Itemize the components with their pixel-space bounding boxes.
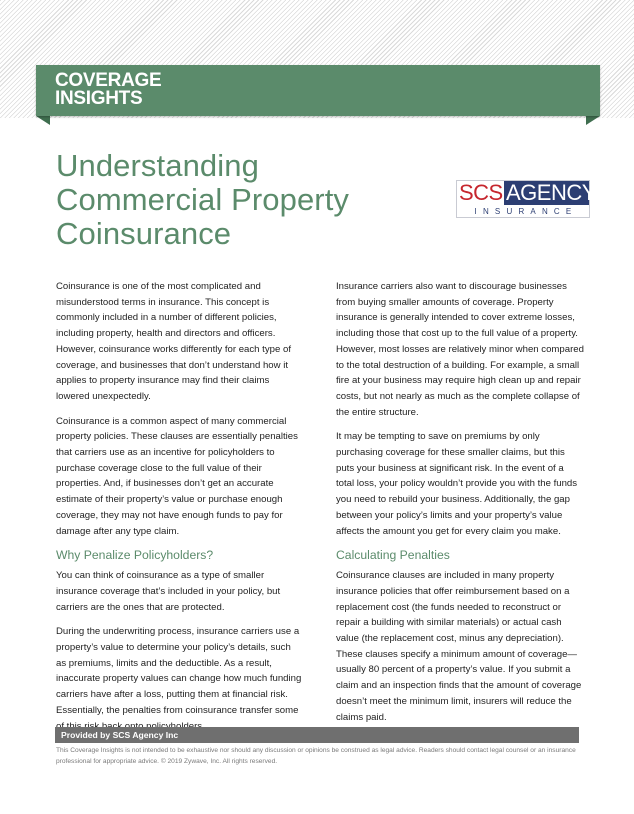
title-line-3: Coinsurance [56,216,232,251]
legal-disclaimer: This Coverage Insights is not intended to be exhaustive nor should any discussion or opinions be construed as legal advice. Readers should contact legal counsel or an insurance professional for appropriate advice. © 2019 Zywave, Inc. All rights reserved. [56,747,576,765]
section-heading: Calculating Penalties [336,548,450,563]
paragraph: Coinsurance clauses are included in many property insurance policies that offer reimbursement based on a replacement cost (the funds needed to reconstruct or repair a building with similar materials) or actual cash value (the replacement cost, minus any depreciation). These clauses specify a minimum amount of coverage—usually 80 percent of a property’s value. If you submit a claim and an inspection finds that the amount of coverage doesn’t meet the minimum limit, insurers will reduce the claims paid. [336,570,582,723]
logo-agency-text: AGENCY [506,180,596,205]
paragraph: Coinsurance is a common aspect of many commercial property policies. These clauses are essentially penalties that carriers use as an incentive for policyholders to purchase coverage close to the full value of their properties. And, if businesses don’t get an accurate estimate of their property’s value or purchase enough coverage, they may not have enough funds to pay for damage after any type claim. [56,415,298,537]
scs-agency-logo [456,180,596,218]
banner-line-1: COVERAGE [55,70,162,91]
page-title [56,149,436,251]
banner-line-2: INSIGHTS [55,88,143,109]
provided-by-bar: Provided by SCS Agency Inc [55,727,579,743]
banner-fold-left [36,116,50,125]
banner-title [55,72,161,108]
left-column [56,279,302,743]
section-heading: Why Penalize Policyholders? [56,548,214,563]
paragraph: It may be tempting to save on premiums by only purchasing coverage for these smaller claims, but this puts your business at significant risk. In the event of a total loss, your policy wouldn’t provide you with the funds you need to rebuild your business. Additionally, the gap between your policy’s limits and your property’s value affects the amount you get for every claim you make. [336,431,578,537]
title-line-2: Commercial Property [56,182,350,217]
logo-subtitle: INSURANCE [474,207,578,216]
banner-fold-right [586,116,600,125]
title-line-1: Understanding [56,148,259,183]
logo-scs-text: SCS [459,180,503,205]
right-column [336,279,584,734]
logo-wordmark [457,180,596,205]
paragraph: Coinsurance is one of the most complicated and misunderstood terms in insurance. This concept is commonly included in a number of different policies, including property, health and directors and officers. However, coinsurance works differently for each type of coverage, and businesses that don’t understand how it applies to property insurance may find their claims lowered unexpectedly. [56,281,291,402]
paragraph: During the underwriting process, insurance carriers use a property’s value to determine your policy’s details, such as premiums, limits and the deductible. As a result, inaccurate property values can change how much funding carriers have after a loss, putting them at financial risk. Essentially, the penalties from coinsurance transfer some [56,626,302,716]
paragraph: You can think of coinsurance as a type of smaller insurance coverage that’s included in your policy, but carriers are the ones that are protected. [56,570,281,613]
paragraph: Insurance carriers also want to discourage businesses from buying smaller amounts of coverage. Property insurance is generally intended to cover extreme losses, including those that cost up to the full value of a property. However, most losses are relatively minor when compared to the total destruction of a building. For example, a small fire at your business may require high clean up and repair costs, but not nearly as much as the complete collapse of the entire structure. [336,281,584,418]
